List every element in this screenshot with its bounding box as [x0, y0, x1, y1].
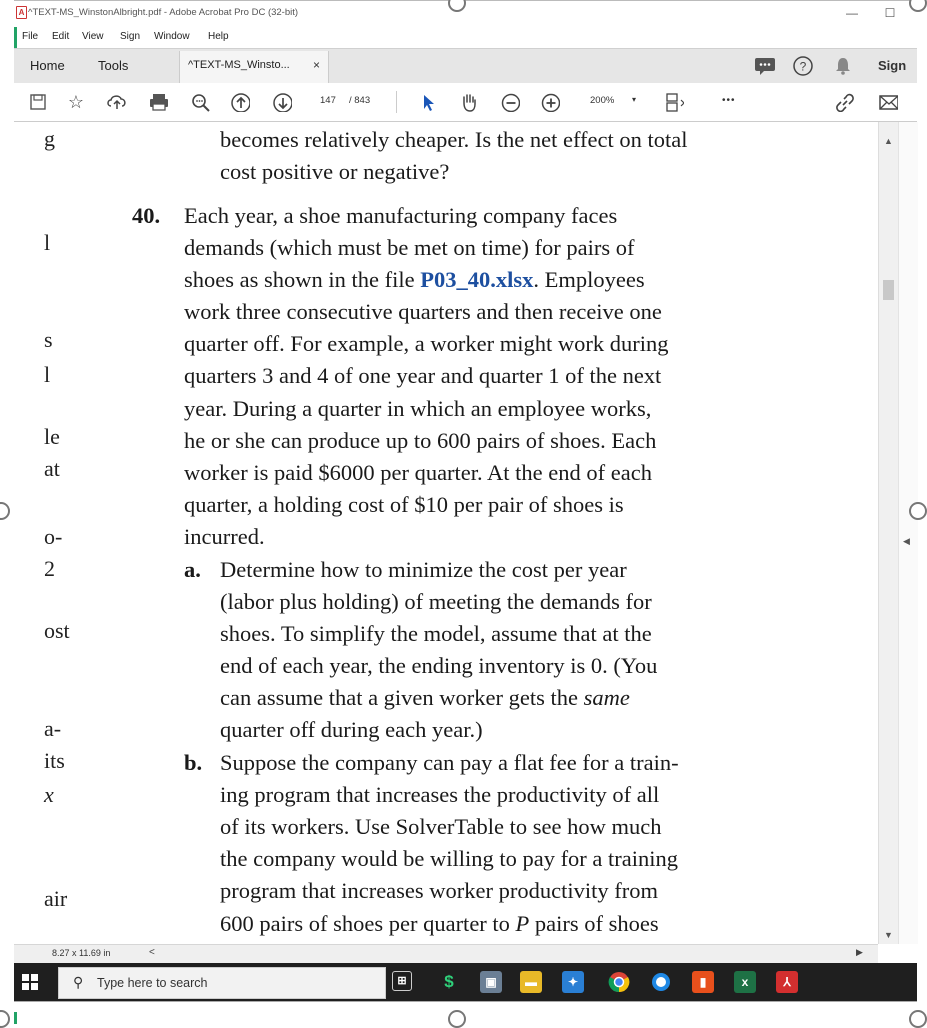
- scroll-up-arrow-icon[interactable]: ▲: [884, 136, 893, 146]
- windows-taskbar: [14, 963, 917, 1001]
- resize-handle-left[interactable]: [0, 502, 10, 520]
- search-icon: ⚲: [73, 974, 84, 990]
- scrollbar-thumb[interactable]: [883, 280, 894, 300]
- right-pane-collapsed: [898, 122, 918, 944]
- problem-number: 40.: [132, 203, 161, 228]
- variable-text: P: [515, 911, 530, 936]
- text-fragment: . Employees: [533, 267, 645, 292]
- notification-bell-icon[interactable]: [834, 56, 852, 76]
- print-icon[interactable]: [148, 92, 168, 112]
- menu-view[interactable]: View: [82, 31, 104, 42]
- margin-fragment: a-: [44, 716, 62, 741]
- share-link-icon[interactable]: [834, 92, 854, 112]
- margin-fragment: 2: [44, 556, 55, 581]
- text-line: Suppose the company can pay a flat fee for a train-: [220, 750, 679, 775]
- chrome-icon[interactable]: [608, 971, 630, 993]
- bookmark-star-icon[interactable]: ☆: [67, 92, 85, 112]
- text-line: quarter off. For example, a worker might work during: [184, 331, 669, 356]
- menu-bar: [14, 27, 917, 47]
- acrobat-taskbar-icon[interactable]: ⅄: [776, 971, 798, 993]
- margin-fragment: at: [44, 456, 60, 481]
- text-fragment: can assume that a given worker gets the: [220, 685, 579, 710]
- menu-window[interactable]: Window: [154, 31, 190, 42]
- previous-page-icon[interactable]: [230, 92, 250, 112]
- part-a-label: a.: [184, 557, 201, 582]
- acrobat-app-icon: A: [16, 6, 27, 19]
- text-fragment: shoes as shown in the file: [184, 267, 415, 292]
- resize-handle-bottom[interactable]: [448, 1010, 466, 1028]
- scroll-right-icon[interactable]: ▶: [856, 947, 863, 957]
- text-line: [184, 264, 645, 296]
- margin-fragment: l: [44, 230, 51, 255]
- fit-page-icon[interactable]: [664, 92, 684, 112]
- zoom-dropdown-chevron-icon[interactable]: ▾: [632, 95, 637, 104]
- upload-cloud-icon[interactable]: [106, 92, 126, 112]
- more-tools-button[interactable]: •••: [722, 95, 736, 106]
- text-line: cost positive or negative?: [220, 159, 450, 184]
- zoom-level-dropdown[interactable]: 200%: [590, 95, 615, 106]
- next-page-icon[interactable]: [272, 92, 292, 112]
- text-line: [220, 682, 630, 714]
- dropbox-icon[interactable]: ✦: [562, 971, 584, 993]
- text-line: (labor plus holding) of meeting the demands for: [220, 589, 652, 614]
- margin-fragment: x: [44, 782, 54, 807]
- task-view-icon[interactable]: ⊞: [392, 971, 412, 991]
- resize-handle-bottom-right[interactable]: [909, 1010, 927, 1028]
- part-b-label: b.: [184, 750, 203, 775]
- save-icon[interactable]: [28, 92, 48, 112]
- toolbar-divider: [396, 91, 397, 113]
- margin-fragment: its: [44, 748, 65, 773]
- zoom-out-icon[interactable]: [500, 92, 520, 112]
- email-icon[interactable]: [878, 92, 898, 112]
- margin-fragment: o-: [44, 524, 63, 549]
- close-tab-icon[interactable]: ×: [312, 58, 320, 72]
- menu-sign[interactable]: Sign: [120, 31, 141, 42]
- text-line: ing program that increases the productivity of all: [220, 782, 660, 807]
- tab-bar: [14, 48, 917, 84]
- search-placeholder: Type here to search: [97, 976, 208, 990]
- text-line: end of each year, the ending inventory is 0. (You: [220, 653, 658, 678]
- menu-file[interactable]: File: [22, 31, 39, 42]
- browser-ring-icon[interactable]: [650, 971, 672, 993]
- tab-home[interactable]: Home: [30, 58, 65, 73]
- scroll-left-icon[interactable]: <: [149, 947, 155, 958]
- text-line: quarters 3 and 4 of one year and quarter 1 of the next: [184, 363, 662, 388]
- text-line: worker is paid $6000 per quarter. At the end of each: [184, 460, 652, 485]
- zoom-in-icon[interactable]: [540, 92, 560, 112]
- text-line: quarter, a holding cost of $10 per pair of shoes is: [184, 492, 624, 517]
- file-name-link[interactable]: P03_40.xlsx: [420, 267, 534, 292]
- tab-tools[interactable]: Tools: [98, 58, 129, 73]
- text-line: Each year, a shoe manufacturing company faces: [184, 203, 618, 228]
- scroll-down-arrow-icon[interactable]: ▼: [884, 930, 893, 940]
- text-line: shoes. To simplify the model, assume that at the: [220, 621, 652, 646]
- taskbar-search-box[interactable]: [58, 967, 386, 999]
- minimize-button[interactable]: —: [846, 6, 858, 20]
- text-line: the company would be willing to pay for a training: [220, 846, 679, 871]
- text-line: [220, 908, 659, 940]
- text-fragment: pairs of shoes: [534, 911, 659, 936]
- expand-right-pane-icon[interactable]: ◀: [903, 536, 910, 546]
- money-app-icon[interactable]: $: [444, 972, 454, 991]
- status-bar: [14, 944, 878, 963]
- margin-fragment: le: [44, 424, 60, 449]
- emphasis-text: same: [583, 685, 630, 710]
- resize-handle-top-right[interactable]: [909, 0, 927, 12]
- hand-tool-icon[interactable]: [458, 92, 478, 112]
- text-line: quarter off during each year.): [220, 717, 483, 742]
- excel-icon[interactable]: x: [734, 971, 756, 993]
- page-total: / 843: [349, 95, 371, 106]
- toolbar: [14, 83, 917, 122]
- text-line: he or she can produce up to 600 pairs of shoes. Each: [184, 428, 657, 453]
- margin-fragment: air: [44, 886, 68, 911]
- svg-text:?: ?: [799, 59, 807, 74]
- page-number-input[interactable]: 147: [320, 95, 336, 106]
- menu-edit[interactable]: Edit: [52, 31, 70, 42]
- page-size-label: 8.27 x 11.69 in: [52, 948, 111, 958]
- find-zoom-icon[interactable]: [190, 92, 210, 112]
- tab-document[interactable]: [179, 51, 329, 83]
- windows-start-icon[interactable]: [22, 974, 38, 990]
- file-explorer-icon[interactable]: ▬: [520, 971, 542, 993]
- window-title: ^TEXT-MS_WinstonAlbright.pdf - Adobe Acrobat Pro DC (32-bit): [28, 7, 299, 18]
- resize-handle-bottom-left[interactable]: [0, 1010, 10, 1028]
- text-line: year. During a quarter in which an employee works,: [184, 396, 652, 421]
- sign-in-button[interactable]: Sign: [878, 58, 907, 73]
- text-line: incurred.: [184, 524, 265, 549]
- resize-handle-right[interactable]: [909, 502, 927, 520]
- margin-fragment: l: [44, 362, 51, 387]
- window-bottom-edge: [14, 1001, 917, 1012]
- previous-page-margin: [30, 122, 90, 944]
- comment-icon[interactable]: [754, 56, 776, 76]
- document-viewport[interactable]: [14, 122, 878, 944]
- office-app-icon[interactable]: ▮: [692, 971, 714, 993]
- help-icon[interactable]: [792, 55, 814, 77]
- document-tab-label: ^TEXT-MS_Winsto...: [188, 59, 290, 71]
- text-line: program that increases worker productivity from: [220, 878, 658, 903]
- maximize-button[interactable]: ☐: [884, 6, 896, 20]
- text-line: of its workers. Use SolverTable to see how much: [220, 814, 662, 839]
- text-line: demands (which must be met on time) for pairs of: [184, 235, 635, 260]
- menu-help[interactable]: Help: [208, 31, 229, 42]
- select-cursor-icon[interactable]: [418, 92, 438, 112]
- text-line: work three consecutive quarters and then receive one: [184, 299, 662, 324]
- vertical-scrollbar[interactable]: [878, 122, 899, 944]
- text-fragment: 600 pairs of shoes per quarter to: [220, 911, 510, 936]
- margin-fragment: g: [44, 126, 55, 151]
- margin-fragment: s: [44, 327, 53, 352]
- photos-app-icon[interactable]: ▣: [480, 971, 502, 993]
- margin-fragment: ost: [44, 618, 70, 643]
- text-line: Determine how to minimize the cost per year: [220, 557, 627, 582]
- text-line: becomes relatively cheaper. Is the net effect on total: [220, 127, 688, 152]
